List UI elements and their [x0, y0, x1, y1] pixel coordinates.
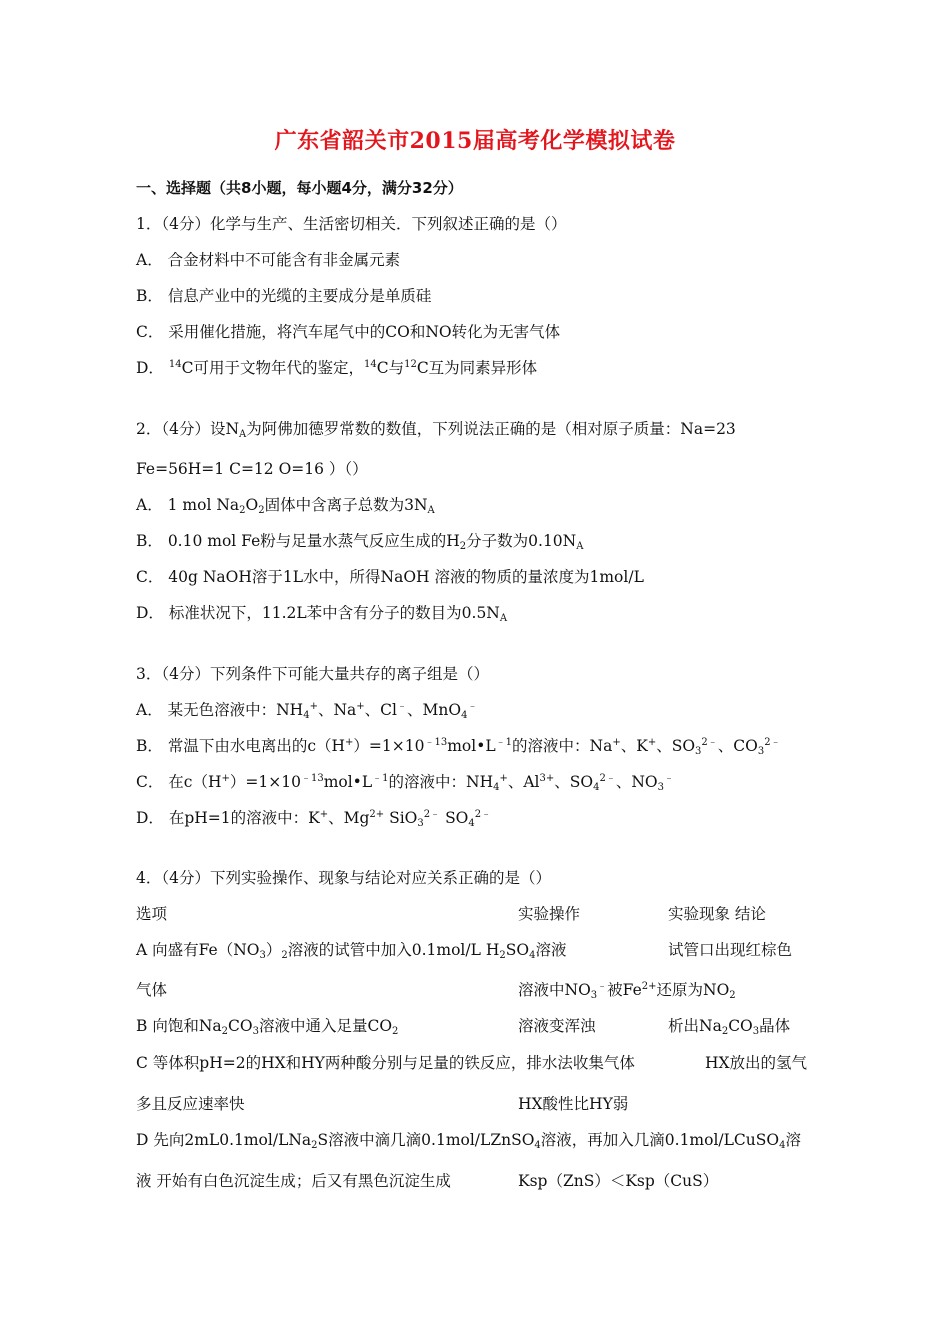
table-row-c	[136, 1053, 816, 1073]
q1-option-c: C． 采用催化措施，将汽车尾气中的CO和NO转化为无害气体	[136, 323, 561, 341]
table-row-c-cont	[136, 1094, 816, 1114]
page-title: 广东省韶关市2015届高考化学模拟试卷	[274, 128, 676, 154]
q3-option-b: B． 常温下由水电离出的$c(H^+)=1\times 10^{﹣13}mol•L^{﹣1}$的溶液中：Na+、K+、$SO_3^{2﹣}$、$CO_3^{2﹣}$	[136, 737, 781, 757]
row-a-phenomenon-cont: 气体	[136, 981, 168, 999]
table-header-row	[136, 904, 816, 924]
row-c-conclusion: HX酸性比HY弱	[518, 1095, 629, 1113]
question-2-stem: 2．（4分）设$N_A$为阿佛加德罗常数的数值，下列说法正确的是（相对原子质量：Na=23	[136, 420, 736, 440]
q2-option-a: A． 1 mol $Na_2O_2$固体中含离子总数为$3N_A$	[136, 496, 435, 516]
q1-option-b: B． 信息产业中的光缆的主要成分是单质硅	[136, 287, 432, 305]
row-a-phenomenon: 试管口出现红棕色	[668, 941, 793, 959]
q2-option-b: B． 0.10 mol Fe粉与足量水蒸气反应生成的$H_2$分子数为$0.10N_A$	[136, 532, 584, 552]
row-d-conclusion: Ksp（ZnS）＜Ksp（CuS）	[518, 1172, 719, 1190]
q3-option-c: C． 在$c(H^+)=1\times 10^{﹣13}mol•L^{﹣1}$的溶液中：$NH_4^+$、$Al^{3+}$、$SO_4^{2﹣}$、$NO_3^﹣$	[136, 773, 674, 793]
q2-option-c: C． 40g NaOH溶于1L水中，所得NaOH 溶液的物质的量浓度为1mol/L	[136, 568, 644, 586]
header-phenomenon-conclusion: 实验现象 结论	[668, 905, 766, 923]
q3-option-d: D． 在pH=1的溶液中：K+、$Mg^{2+}$ SiO$_3^{2﹣}$ $SO_4^{2﹣}$	[136, 809, 492, 829]
q2-option-d: D． 标准状况下，11.2L苯中含有分子的数目为$0.5N_A$	[136, 604, 508, 624]
question-3-stem: 3．（4分）下列条件下可能大量共存的离子组是（）	[136, 665, 489, 683]
table-row-b	[136, 1016, 816, 1036]
row-c-phenomenon-cont: 多且反应速率快	[136, 1095, 245, 1113]
row-b-conclusion: 析出$Na_2CO_3$晶体	[668, 1017, 791, 1037]
header-operation: 实验操作	[518, 905, 581, 923]
row-c-operation: C 等体积pH=2的HX和HY两种酸分别与足量的铁反应，排水法收集气体	[136, 1054, 635, 1072]
section-heading: 一、选择题（共8小题，每小题4分，满分32分）	[136, 179, 463, 197]
question-2-stem-cont: Fe=56H=1 C=12 O=16 ）（）	[136, 460, 368, 478]
q3-option-a: A． 某无色溶液中：$NH_4^+$、Na+、Cl﹣、MnO$_4$﹣	[136, 701, 478, 721]
row-b-phenomenon: 溶液变浑浊	[518, 1017, 596, 1035]
table-row-a	[136, 940, 816, 960]
table-row-a-cont	[136, 980, 816, 1000]
row-a-conclusion: 溶液中$NO_3^﹣$被$Fe^{2+}$还原为$NO_2$	[518, 981, 736, 1001]
row-d-phenomenon: 液 开始有白色沉淀生成；后又有黑色沉淀生成	[136, 1172, 451, 1190]
q1-option-d: D． $^{14}$C可用于文物年代的鉴定，$^{14}$C与$^{12}$C互为同素异形体	[136, 359, 538, 377]
table-row-d: D 先向2mL0.1mol/LNa$_2$S溶液中滴几滴0.1mol/LZnSO$_4$溶液，再加入几滴0.1mol/LCuSO$_4$溶	[136, 1131, 801, 1151]
question-1-stem: 1．（4分）化学与生产、生活密切相关．下列叙述正确的是（）	[136, 215, 567, 233]
question-4-stem: 4．（4分）下列实验操作、现象与结论对应关系正确的是（）	[136, 869, 551, 887]
q1-option-a: A． 合金材料中不可能含有非金属元素	[136, 251, 401, 269]
row-a-operation: A 向盛有$Fe(NO_3)_2$溶液的试管中加入0.1mol/L $H_2SO_4$溶液	[136, 941, 567, 961]
table-row-d-cont	[136, 1171, 816, 1191]
row-c-phenomenon: HX放出的氢气	[705, 1054, 808, 1072]
header-option: 选项	[136, 905, 168, 923]
row-b-operation: B 向饱和$Na_2CO_3$溶液中通入足量$CO_2$	[136, 1017, 399, 1037]
